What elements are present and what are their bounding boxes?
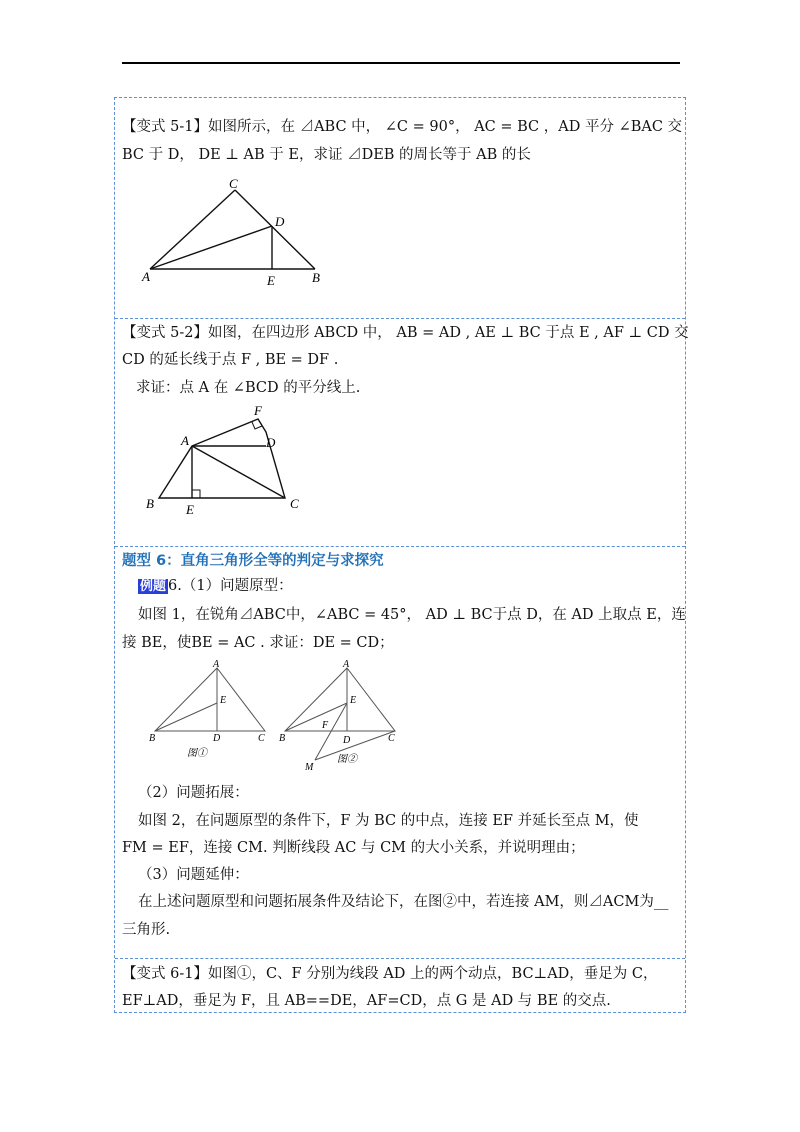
label-B: B xyxy=(149,733,156,744)
section-divider xyxy=(115,318,685,319)
v52-line2: CD 的延长线于点 F , BE = DF . xyxy=(122,352,339,368)
header-rule xyxy=(122,62,680,64)
figure-1-caption: 图① xyxy=(187,748,207,759)
v52-line1: 【变式 5-2】如图，在四边形 ABCD 中， AB = AD , AE ⊥ BC 于点 E , AF ⊥ CD 交 xyxy=(122,325,689,341)
figure-1 xyxy=(145,658,275,763)
section-divider xyxy=(115,958,685,959)
part2-title: （2）问题拓展： xyxy=(138,785,249,801)
label-B: B xyxy=(146,496,154,511)
figure-v51 xyxy=(140,175,340,295)
part3-line1: 在上述问题原型和问题拓展条件及结论下，在图②中，若连接 AM，则⊿ACM为__ xyxy=(138,894,669,910)
label-C: C xyxy=(290,496,299,511)
example-line xyxy=(138,576,293,597)
label-E: E xyxy=(350,695,357,706)
label-E: E xyxy=(186,502,194,517)
label-D: D xyxy=(343,735,351,746)
label-M: M xyxy=(305,762,314,773)
example-tag: 例题 xyxy=(140,579,167,594)
label-D: D xyxy=(275,214,285,229)
v52-line3: 求证：点 A 在 ∠BCD 的平分线上. xyxy=(136,380,361,396)
label-D: D xyxy=(213,733,221,744)
label-A: A xyxy=(181,433,189,448)
part2-line1: 如图 2，在问题原型的条件下，F 为 BC 的中点，连接 EF 并延长至点 M，使 xyxy=(138,813,639,829)
label-A: A xyxy=(343,659,350,670)
label-A: A xyxy=(213,659,220,670)
section-heading: 题型 6：直角三角形全等的判定与求探究 xyxy=(122,553,384,569)
label-D: D xyxy=(266,435,276,450)
label-C: C xyxy=(229,176,238,191)
part3-line2: 三角形. xyxy=(122,922,171,938)
label-E: E xyxy=(220,695,227,706)
label-A: A xyxy=(142,269,150,284)
v51-line1: 【变式 5-1】如图所示，在 ⊿ABC 中， ∠C = 90°， AC = BC ，AD 平分 ∠BAC 交 xyxy=(122,119,683,135)
label-B: B xyxy=(312,270,320,285)
section-divider xyxy=(115,546,685,547)
q-line2: 接 BE，使BE = AC . 求证：DE = CD； xyxy=(122,635,394,651)
v61-line2: EF⊥AD，垂足为 F，且 AB==DE，AF=CD，点 G 是 AD 与 BE 的交点. xyxy=(122,993,611,1009)
label-E: E xyxy=(267,273,275,288)
v61-line1: 【变式 6-1】如图①，C、F 分别为线段 AD 上的两个动点，BC⊥AD，垂足为 C， xyxy=(122,966,658,982)
v51-line2: BC 于 D， DE ⊥ AB 于 E，求证 ⊿DEB 的周长等于 AB 的长 xyxy=(122,147,531,163)
part3-title: （3）问题延伸： xyxy=(138,867,249,883)
q-line1: 如图 1，在锐角⊿ABC中，∠ABC = 45°， AD ⊥ BC于点 D，在 AD 上取点 E，连 xyxy=(138,607,686,623)
label-F: F xyxy=(254,403,262,418)
part2-line2: FM = EF，连接 CM. 判断线段 AC 与 CM 的大小关系，并说明理由； xyxy=(122,840,585,856)
figure-2-caption: 图② xyxy=(337,754,357,765)
label-F: F xyxy=(322,720,329,731)
label-C: C xyxy=(258,733,265,744)
question-intro: 6.（1）问题原型： xyxy=(168,578,293,594)
figure-2 xyxy=(275,658,405,773)
figure-v52 xyxy=(140,400,320,520)
label-C: C xyxy=(388,733,395,744)
label-B: B xyxy=(279,733,286,744)
